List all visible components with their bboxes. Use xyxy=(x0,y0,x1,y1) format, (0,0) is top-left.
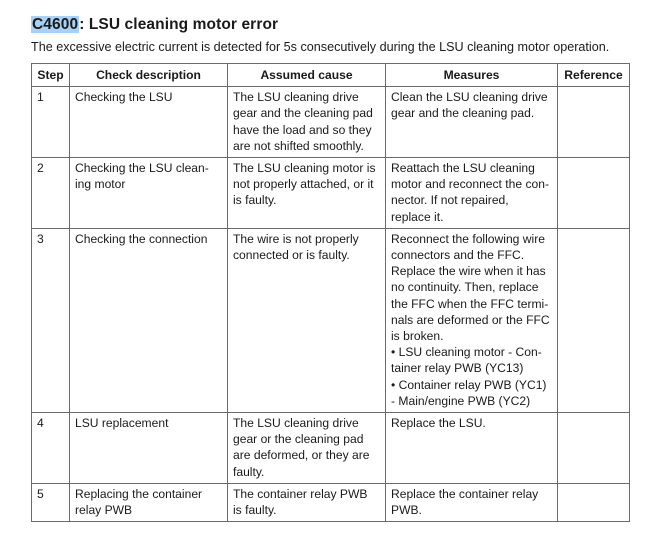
measures-cell: Clean the LSU cleaning drive gear and the cleaning pad. xyxy=(386,87,558,158)
reference-cell xyxy=(558,87,630,158)
check-description-cell: Replacing the container relay PWB xyxy=(70,483,228,521)
troubleshooting-table xyxy=(31,63,630,522)
measures-cell: Replace the LSU. xyxy=(386,413,558,484)
column-header-measures: Measures xyxy=(386,64,558,87)
check-description-cell: Checking the LSU clean- ing motor xyxy=(70,158,228,229)
table-row xyxy=(32,228,630,412)
column-header-check-description: Check description xyxy=(70,64,228,87)
check-description-cell: LSU replacement xyxy=(70,413,228,484)
assumed-cause-cell: The LSU cleaning drive gear and the cleaning pad have the load and so they are not shifted smoothly. xyxy=(228,87,386,158)
step-cell: 5 xyxy=(32,483,70,521)
column-header-assumed-cause: Assumed cause xyxy=(228,64,386,87)
reference-cell xyxy=(558,228,630,412)
error-title-text: : LSU cleaning motor error xyxy=(79,16,279,33)
measures-cell: Reconnect the following wire connectors and the FFC. Replace the wire when it has no continuity. Then, replace the FFC when the FFC termi- nals are deformed or the FFC is broken. • LSU cleaning motor - Con- tainer relay PWB (YC13) • Container relay PWB (YC1) - Main/engine PWB (YC2) xyxy=(386,228,558,412)
check-description-cell: Checking the connection xyxy=(70,228,228,412)
error-title xyxy=(31,14,278,36)
step-cell: 2 xyxy=(32,158,70,229)
assumed-cause-cell: The LSU cleaning motor is not properly attached, or it is faulty. xyxy=(228,158,386,229)
step-cell: 3 xyxy=(32,228,70,412)
step-cell: 1 xyxy=(32,87,70,158)
assumed-cause-cell: The wire is not properly connected or is faulty. xyxy=(228,228,386,412)
column-header-reference: Reference xyxy=(558,64,630,87)
measures-cell: Reattach the LSU cleaning motor and reconnect the con- nector. If not repaired, replace it. xyxy=(386,158,558,229)
reference-cell xyxy=(558,483,630,521)
table-row xyxy=(32,87,630,158)
reference-cell xyxy=(558,413,630,484)
assumed-cause-cell: The container relay PWB is faulty. xyxy=(228,483,386,521)
table-row xyxy=(32,413,630,484)
table-row xyxy=(32,158,630,229)
error-description: The excessive electric current is detected for 5s consecutively during the LSU cleaning motor operation. xyxy=(31,40,610,54)
step-cell: 4 xyxy=(32,413,70,484)
measures-cell: Replace the container relay PWB. xyxy=(386,483,558,521)
error-code-highlight: C4600 xyxy=(32,16,79,33)
table-row xyxy=(32,483,630,521)
reference-cell xyxy=(558,158,630,229)
assumed-cause-cell: The LSU cleaning drive gear or the cleaning pad are deformed, or they are faulty. xyxy=(228,413,386,484)
table-header-row xyxy=(32,64,630,87)
column-header-step: Step xyxy=(32,64,70,87)
check-description-cell: Checking the LSU xyxy=(70,87,228,158)
